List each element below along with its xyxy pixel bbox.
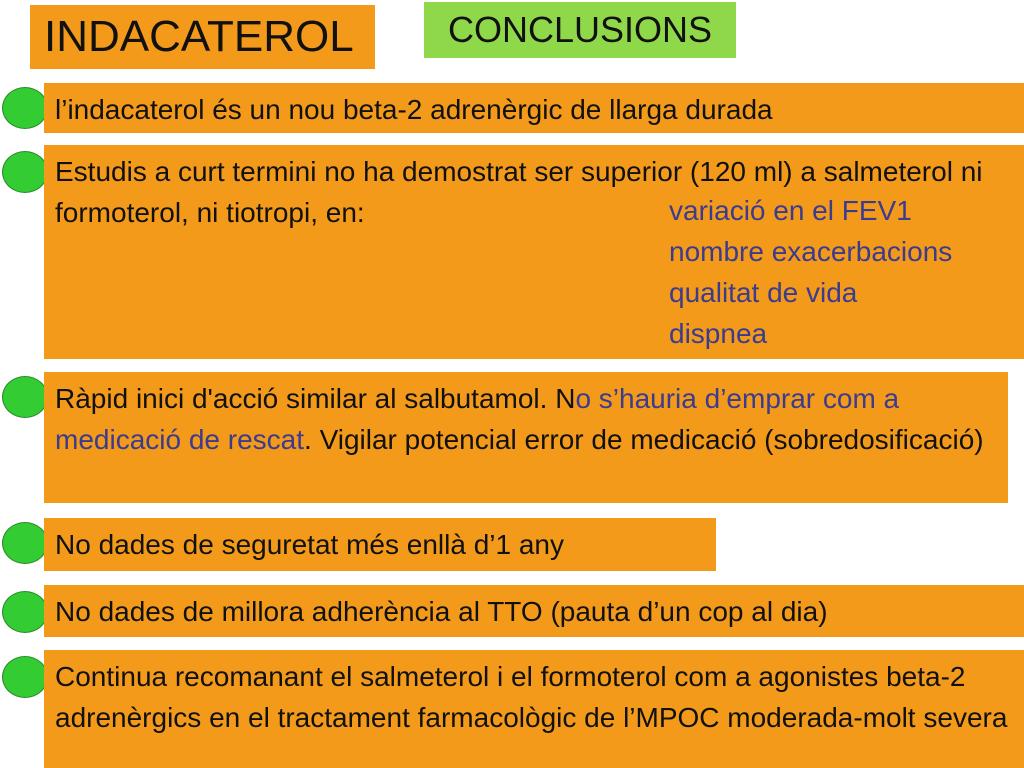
sublist-item: dispnea xyxy=(669,318,768,349)
point-2-sublist xyxy=(669,190,952,354)
sublist-item: variació en el FEV1 xyxy=(669,195,912,226)
point-6-text: Continua recomanant el salmeterol i el formoterol com a agonistes beta-2 adrenèrgics en el tractament farmacològic de l’MPOC moderada-molt severa xyxy=(55,661,1008,733)
bullet-dot-icon xyxy=(2,591,48,633)
bullet-dot-icon xyxy=(2,656,48,698)
conclusion-point-4 xyxy=(44,518,716,571)
conclusion-point-1 xyxy=(44,83,1024,133)
conclusion-point-5 xyxy=(44,585,1024,637)
sublist-item: qualitat de vida xyxy=(669,277,858,308)
slide-subtitle: CONCLUSIONS xyxy=(424,2,736,58)
point-2-text: Estudis a curt termini no ha demostrat ser superior (120 ml) a salmeterol ni formoterol, ni tiotropi, en: xyxy=(55,156,983,228)
bullet-dot-icon xyxy=(2,376,48,418)
bullet-dot-icon xyxy=(2,151,48,193)
sublist-item: nombre exacerbacions xyxy=(669,236,953,267)
conclusion-point-6 xyxy=(44,650,1024,768)
point-3-text-a: Ràpid inici d'acció similar al salbutamol. N xyxy=(55,383,576,414)
conclusion-point-3 xyxy=(44,372,1008,503)
point-1-text: l’indacaterol és un nou beta-2 adrenèrgic de llarga durada xyxy=(55,94,773,125)
slide-title: INDACATEROL xyxy=(30,5,375,69)
bullet-dot-icon xyxy=(2,87,48,129)
point-5-text: No dades de millora adherència al TTO (pauta d’un cop al dia) xyxy=(55,596,828,627)
point-4-text: No dades de seguretat més enllà d’1 any xyxy=(55,529,564,560)
point-3-text-c: . Vigilar potencial error de medicació (sobredosificació) xyxy=(304,424,984,455)
bullet-dot-icon xyxy=(2,522,48,564)
point-3-emphasis: o s’hauria d’emprar com a medicació de rescat xyxy=(55,383,900,455)
